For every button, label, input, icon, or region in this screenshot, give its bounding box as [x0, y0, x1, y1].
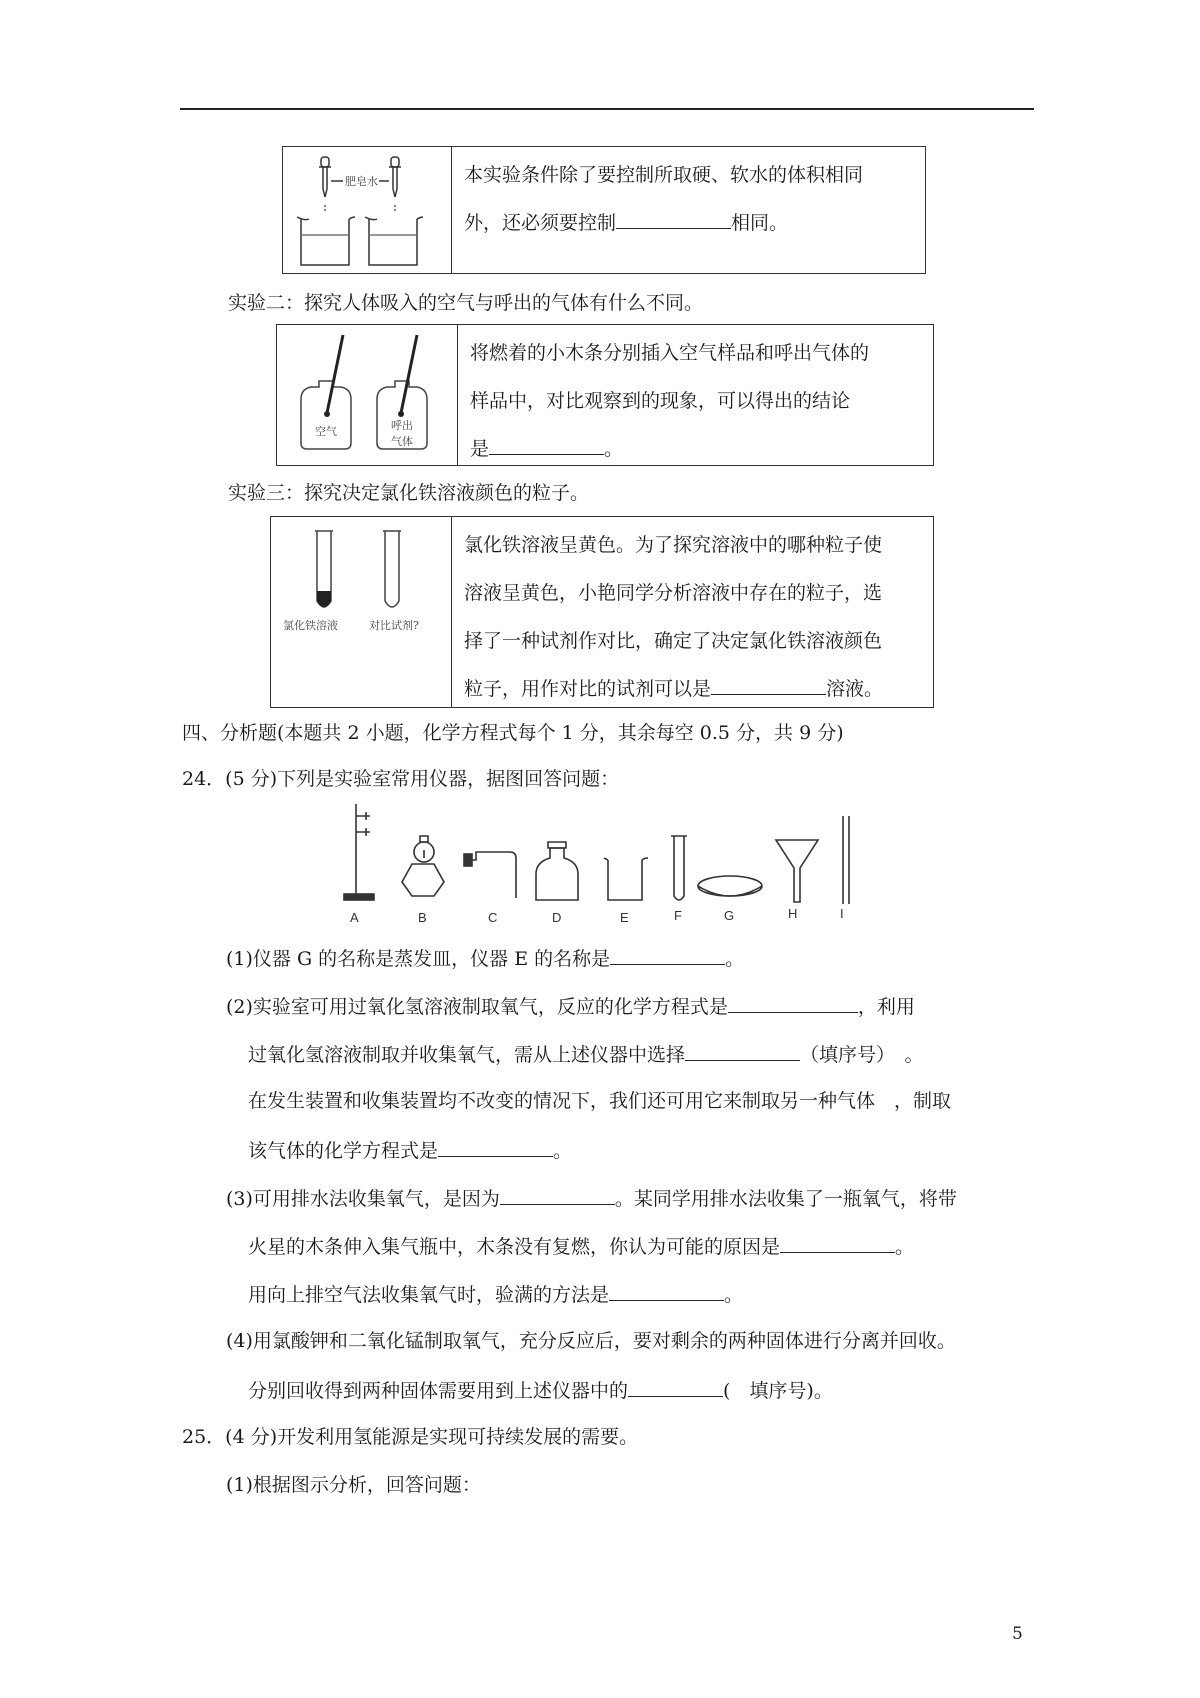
alcohol-lamp-icon: [402, 836, 444, 896]
exhaled-label-1: 呼出: [391, 419, 413, 432]
bottles-figure: [277, 325, 458, 465]
evaporating-dish-icon: [698, 876, 762, 896]
exp3-line4: 粒子，用作对比的试剂可以是 溶液。: [464, 665, 883, 713]
test-tubes-illustration: [271, 517, 451, 707]
glass-rod-icon: [843, 816, 849, 904]
q24-part2-line2: 过氧化氢溶液制取并收集氧气，需从上述仪器中选择 （填序号） 。: [248, 1038, 924, 1070]
answer-blank[interactable]: [610, 942, 725, 965]
question-25-stem: 25．(4 分)开发利用氢能源是实现可持续发展的需要。: [182, 1426, 639, 1448]
experiment-2-table: [276, 324, 934, 466]
section-4-heading: 四、分析题(本题共 2 小题，化学方程式每个 1 分，其余每空 0.5 分，共 9 分): [182, 722, 844, 744]
q24-part2-line4: 该气体的化学方程式是 。: [248, 1134, 572, 1166]
q24-part4-line1: (4)用氯酸钾和二氧化锰制取氧气，充分反应后，要对剩余的两种固体进行分离并回收。: [226, 1330, 956, 1352]
answer-blank[interactable]: [780, 1230, 895, 1253]
q24-part4-line2: 分别回收得到两种固体需要用到上述仪器中的 ( 填序号)。: [248, 1374, 833, 1406]
test-tubes-figure: [271, 517, 452, 707]
label-D: D: [552, 910, 562, 925]
label-A: A: [350, 910, 359, 925]
exp2-line2: 样品中，对比观察到的现象，可以得出的结论: [470, 390, 851, 412]
answer-blank[interactable]: [628, 1374, 723, 1397]
exp2-line3: 是 。: [470, 425, 869, 473]
label-H: H: [788, 906, 798, 921]
ferric-chloride-label: 氯化铁溶液: [283, 619, 338, 632]
experiment-3-text: [452, 517, 895, 707]
q24-part2-line1: (2)实验室可用过氧化氢溶液制取氧气，反应的化学方程式是 ，利用: [226, 990, 915, 1022]
q25-part1: (1)根据图示分析，回答问题：: [226, 1474, 481, 1496]
answer-blank[interactable]: [500, 1182, 615, 1205]
label-G: G: [724, 908, 735, 923]
dropper-beaker-illustration: [283, 147, 451, 273]
iron-stand-icon: [344, 804, 374, 900]
label-B: B: [418, 910, 427, 925]
q24-part3-line2: 火星的木条伸入集气瓶中，木条没有复燃，你认为可能的原因是 。: [248, 1230, 914, 1262]
question-24-stem: 24．(5 分)下列是实验室常用仪器，据图回答问题：: [182, 768, 620, 790]
beaker-icon: [604, 858, 648, 900]
soap-water-label: 肥皂水: [345, 175, 378, 188]
q24-part1: (1)仪器 G 的名称是蒸发皿，仪器 E 的名称是 。: [226, 942, 744, 974]
experiment-1-table: [282, 146, 926, 274]
answer-blank[interactable]: [711, 672, 826, 695]
lab-apparatus-figure: [340, 796, 930, 926]
answer-blank[interactable]: [489, 432, 604, 455]
q24-part3-line1: (3)可用排水法收集氧气，是因为 。某同学用排水法收集了一瓶氧气，将带: [226, 1182, 957, 1214]
label-I: I: [840, 906, 844, 921]
exp3-line3: 择了一种试剂作对比，确定了决定氯化铁溶液颜色: [464, 630, 883, 652]
experiment-2-title: 实验二：探究人体吸入的空气与呼出的气体有什么不同。: [228, 292, 704, 314]
exp1-line2: 外，还必须要控制 相同。: [464, 199, 863, 247]
header-rule: [180, 108, 1034, 110]
label-C: C: [488, 910, 498, 925]
page-number: 5: [1012, 1624, 1023, 1644]
soap-water-figure: [283, 147, 452, 273]
experiment-3-title: 实验三：探究决定氯化铁溶液颜色的粒子。: [228, 482, 590, 504]
test-tube-icon: [671, 836, 687, 900]
funnel-icon: [776, 840, 818, 902]
q24-part3-line3: 用向上排空气法收集氧气时，验满的方法是 。: [248, 1278, 743, 1310]
exhaled-label-2: 气体: [391, 435, 413, 448]
answer-blank[interactable]: [438, 1134, 553, 1157]
contrast-reagent-label: 对比试剂?: [369, 619, 419, 632]
label-F: F: [674, 908, 682, 923]
q24-part2-line3: 在发生装置和收集装置均不改变的情况下，我们还可用它来制取另一种气体 ，制取: [248, 1090, 952, 1112]
experiment-1-text: [452, 147, 875, 273]
air-label: 空气: [315, 425, 337, 438]
exp3-line1: 氯化铁溶液呈黄色。为了探究溶液中的哪种粒子使: [464, 534, 883, 556]
answer-blank[interactable]: [685, 1038, 800, 1061]
label-E: E: [620, 910, 629, 925]
delivery-tube-icon: [464, 852, 516, 898]
reagent-bottle-icon: [536, 842, 578, 900]
experiment-2-text: [458, 325, 881, 465]
exp1-line1: 本实验条件除了要控制所取硬、软水的体积相同: [464, 164, 864, 186]
answer-blank[interactable]: [728, 990, 858, 1013]
experiment-3-table: [270, 516, 934, 708]
exp2-line1: 将燃着的小木条分别插入空气样品和呼出气体的: [470, 342, 870, 364]
gas-bottles-illustration: [277, 325, 457, 465]
exp3-line2: 溶液呈黄色，小艳同学分析溶液中存在的粒子，选: [464, 582, 883, 604]
answer-blank[interactable]: [609, 1278, 724, 1301]
answer-blank[interactable]: [616, 206, 731, 229]
